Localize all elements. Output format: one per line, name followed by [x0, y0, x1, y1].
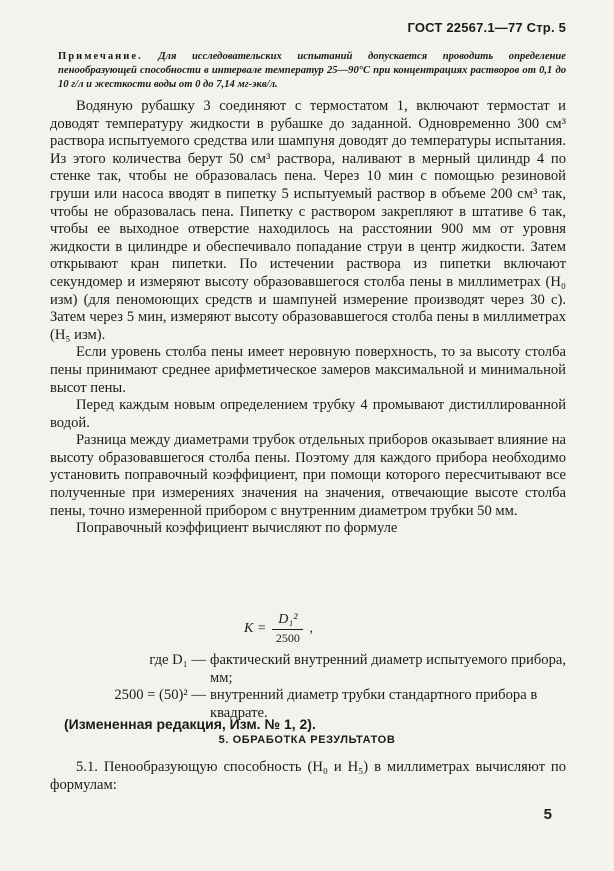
correction-formula — [244, 612, 313, 646]
definition-row — [46, 652, 566, 687]
formula-numerator: D₁² — [272, 612, 303, 630]
section-title: 5. ОБРАБОТКА РЕЗУЛЬТАТОВ — [218, 734, 396, 746]
formula-denominator: 2500 — [275, 631, 300, 645]
paragraph: Водяную рубашку 3 соединяют с термостатом 1, включают термостат и доводят температуру жидкости в рубашке до заданной. Одновременно 300 см³ раствора испытуемого средства или шампуня доводят до температуры испытания. Из этого количества берут 50 см³ раствора, наливают в мерный цилиндр 4 по стенке так, чтобы не образовалась пена. Через 10 мин с помощью резиновой груши или насоса вводят в пипетку 5 испытуемый раствор в объеме 200 см³ так, чтобы не образовалась пена. Пипетку с раствором закрепляют в штативе 6 так, чтобы ее выходное отверстие находилось на расстоянии 900 мм от уровня жидкости в цилиндре и обеспечивало попадание струи в центр жидкости. Затем открывают кран пипетки. По истечении раствора из пипетки включают секундомер и измеряют высоту образовавшегося столба пены в миллиметрах (H₀ изм) (для пеномоющих средств и шампуней измерение производят через 30 с). Затем через 5 мин, измеряют высоту образовавшегося столба пены в миллиметрах (H₅ изм). — [50, 98, 566, 343]
note-block — [58, 50, 566, 92]
amendment-note: (Измененная редакция, Изм. № 1, 2). — [64, 716, 316, 732]
page-header: ГОСТ 22567.1—77 Стр. 5 — [407, 20, 566, 35]
section-paragraph: 5.1. Пенообразующую способность (H₀ и H₅) в миллиметрах вычисляют по формулам: — [50, 759, 566, 793]
formula-fraction — [272, 612, 303, 646]
paragraph: Перед каждым новым определением трубку 4 промывают дистиллированной водой. — [50, 397, 566, 431]
paragraph: Разница между диаметрами трубок отдельных приборов оказывает влияние на высоту образовавшегося столба пены. Поэтому для каждого прибора необходимо установить поправочный коэффициент, при помощи которого пересчитывают все полученные при измерениях значения на значения, отвечающие высоте столба пены, точно измеренной прибором с внутренним диаметром трубки 50 мм. — [50, 432, 566, 519]
definition-term: 2500 = (50)² — — [114, 687, 206, 704]
paragraph: Если уровень столба пены имеет неровную поверхность, то за высоту столба пены принимают среднее арифметическое замеров максимальной и минимальной высот пены. — [50, 344, 566, 396]
formula-lhs: K = — [244, 621, 267, 636]
section-body — [50, 758, 566, 794]
definitions — [46, 652, 566, 722]
formula-tail: , — [309, 621, 313, 636]
note-label: Примечание. — [58, 51, 143, 62]
body-text — [50, 98, 566, 538]
note-text: Для исследовательских испытаний допускается проводить определение пенообразующей способности в интервале температур 25—90°С при концентрациях растворов от 0,1 до 10 г/л и жесткости воды от 0 до 7,14 мг-экв/л. — [58, 51, 566, 90]
paragraph: Поправочный коэффициент вычисляют по формуле — [76, 520, 398, 537]
definition-term: где D₁ — — [149, 652, 206, 668]
definition-text: внутренний диаметр трубки стандартного прибора в квадрате. — [210, 687, 538, 721]
page-number: 5 — [543, 806, 552, 823]
definition-text: фактический внутренний диаметр испытуемого прибора, мм; — [210, 652, 567, 686]
